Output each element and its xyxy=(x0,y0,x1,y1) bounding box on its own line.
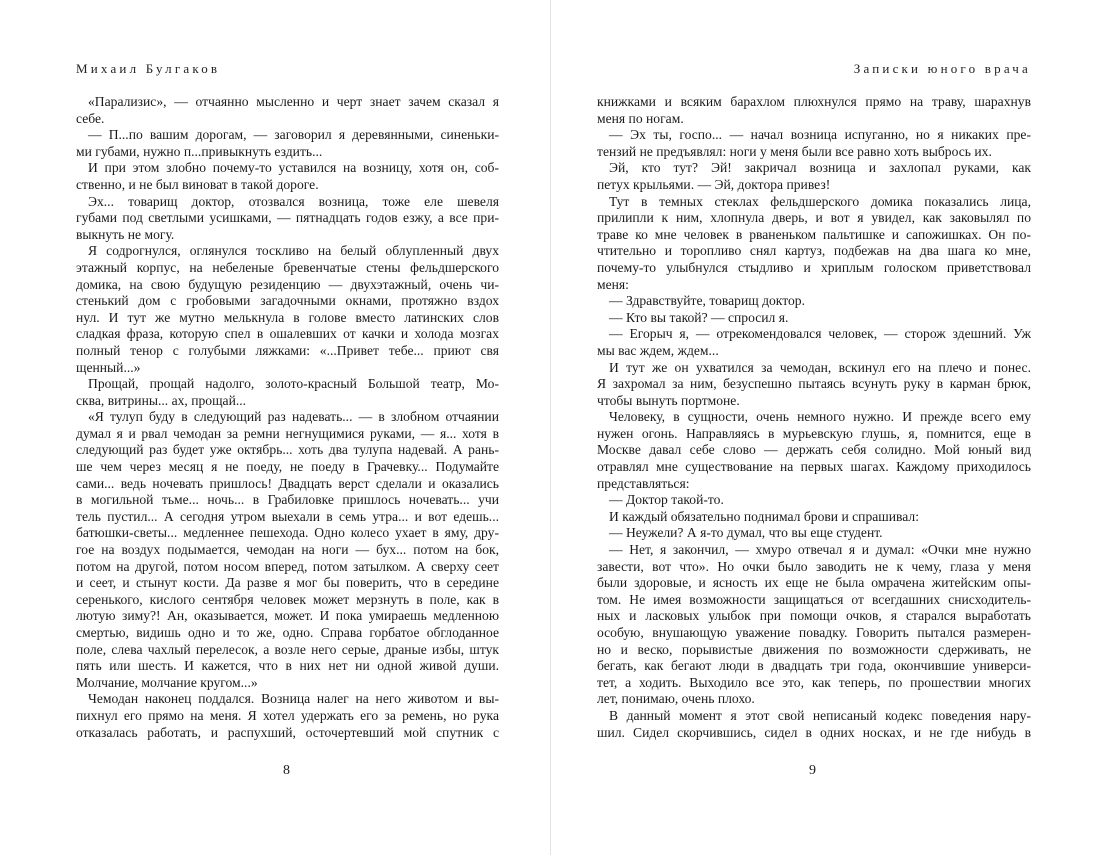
text-line: прилипли к ним, хлопнула дверь, и вот я увидел, как заковылял по xyxy=(597,210,1031,226)
text-line: серенького, кислого сентября человек может мерзнуть в поле, как в xyxy=(76,591,499,607)
text-line: И тут же он ухватился за чемодан, вскинул его на плечо и понес. xyxy=(609,359,1031,375)
text-line: сладкая фраза, которую спел в ошалевших от качки и холода мозгах xyxy=(76,326,499,342)
text-line: ных и ласковых улыбок при помощи очков, я старался выработать xyxy=(597,608,1031,624)
text-line: лютую зиму?! Ан, оказывается, может. И пока умираешь медленною xyxy=(76,608,499,624)
text-line: Я содрогнулся, оглянулся тоскливо на белый облупленный двух xyxy=(88,243,499,259)
text-line: себе. xyxy=(76,110,105,126)
text-line: полный тенор с голубыми ляжками: «...Привет тебе... приют свя xyxy=(76,342,499,358)
running-header-title: Записки юного врача xyxy=(853,61,1031,76)
text-line: были здоровые, и ясность их еще не была омрачена житейским опы- xyxy=(597,575,1031,591)
text-line: пихнул его прямо на меня. Я хотел удержать его за ремень, но рука xyxy=(76,707,499,723)
left-page-text xyxy=(76,94,499,741)
text-line: Я захромал за ним, безуспешно пытаясь всунуть руку в карман брюк, xyxy=(597,376,1031,392)
text-line: — Эх ты, госпо... — начал возница испуганно, но я никаких пре- xyxy=(609,127,1031,143)
text-line: домика, на свою будущую резиденцию — двухэтажный, очень чи- xyxy=(76,276,499,292)
text-line: отказалась работать, и распухший, осточертевший мой спутник с xyxy=(76,724,499,740)
text-line: выкнуть не могу. xyxy=(76,226,175,242)
text-line: Прощай, прощай надолго, золото-красный Большой театр, Мо- xyxy=(88,376,499,392)
text-line: ственно, и не был виноват в такой дороге. xyxy=(76,176,319,192)
text-line: И каждый обязательно поднимал брови и спрашивал: xyxy=(609,508,919,524)
text-line: тет, а ходить. Выходило все это, как теперь, по прошествии многих xyxy=(597,674,1031,690)
text-line: отравлял мне существование на первых шагах. Каждому приходилось xyxy=(597,459,1031,475)
text-line: — Кто вы такой? — спросил я. xyxy=(609,309,789,325)
text-line: тензий не предъявлял: ноги у меня были все равно хоть выбрось их. xyxy=(597,143,992,159)
page-number-right: 9 xyxy=(809,763,816,778)
text-line: Молчание, молчание кругом...» xyxy=(76,674,258,690)
text-line: «Парализис», — отчаянно мысленно и черт знает зачем сказал я xyxy=(88,94,499,109)
text-line: чтительно и торопливо снял картуз, подбежав на два шага ко мне, xyxy=(597,243,1031,259)
text-line: ми губами, нужно п...привыкнуть ездить... xyxy=(76,143,323,159)
text-line: — Доктор такой-то. xyxy=(609,492,724,508)
text-line: нужен огонь. Направляясь в мурьевскую глушь, я, помнится, еще в xyxy=(597,425,1031,441)
text-line: — Егорыч я, — отрекомендовался человек, — сторож здешний. Уж xyxy=(609,326,1031,342)
text-line: особую, внушающую уважение повадку. Говорить пытался размерен- xyxy=(597,625,1031,640)
text-line: Тут в темных стеклах фельдшерского домика показались лица, xyxy=(609,193,1031,209)
text-line: гое на воздух подымается, чемодан на ноги — бух... потом на бок, xyxy=(76,542,499,558)
text-line: Чемодан наконец поддался. Возница налег на него животом и вы- xyxy=(88,691,499,707)
text-line: том. Не имея возможности защищаться от всегдашних снисходитель- xyxy=(597,591,1031,607)
text-line: ше чем через месяц я не поеду, не поеду в Грачевку... Подумайте xyxy=(76,459,499,475)
text-line: смертью, видишь одно и то же, одно. Справа горбатое обглоданное xyxy=(76,625,499,640)
text-line: сква, витрины... ах, прощай... xyxy=(76,392,247,408)
text-line: губами под светлыми усишками, — пятнадцать годов езжу, а все при- xyxy=(76,210,499,226)
text-line: меня по ногам. xyxy=(597,110,684,126)
text-line: книжками и всяким барахлом плюхнулся прямо на траву, шарахнув xyxy=(597,94,1031,109)
text-line: мы вас ждем, ждем... xyxy=(597,342,719,358)
text-line: следующий раз будет уже октябрь... хоть два тулупа надевай. А рань- xyxy=(76,442,499,458)
text-line: щенный...» xyxy=(76,359,141,375)
text-line: И при этом злобно почему-то уставился на возницу, хотя он, соб- xyxy=(88,160,499,176)
text-line: Эй, кто тут? Эй! закричал возница и захлопал руками, как xyxy=(609,160,1031,176)
page-number-left: 8 xyxy=(283,763,290,778)
text-line: сами... ведь ночевать пришлось! Двадцать верст сделали и оказались xyxy=(76,475,499,491)
text-line: в могильной тьме... ночь... в Грабиловке пришлось ночевать... учи xyxy=(76,492,499,508)
running-header-author: Михаил Булгаков xyxy=(76,61,221,76)
text-line: петух крыльями. — Эй, доктора привез! xyxy=(597,176,831,192)
text-line: — Неужели? А я-то думал, что вы еще студент. xyxy=(609,525,883,541)
text-line: «Я тулуп буду в следующий раз надевать... — в злобном отчаянии xyxy=(88,409,499,425)
text-line: траве ко мне человек в рваненьком пальтишке и сапожишках. Он по- xyxy=(597,226,1031,242)
text-line: но и веско, порывистые движения по возможности сдерживать, не xyxy=(597,641,1031,657)
text-line: стенький дом с гробовыми загадочными окнами, протяжно вздох xyxy=(76,293,499,309)
text-line: бегать, как бегают люди в двадцать три года, окончившие универси- xyxy=(597,658,1031,674)
text-line: этажный корпус, на небеленые бревенчатые стены фельдшерского xyxy=(76,259,499,275)
text-line: завести, вот что». Но очки было заводить не к чему, глаза у меня xyxy=(597,558,1031,574)
text-line: думал я и рвал чемодан за ремни негнущимися руками, — я... хотя в xyxy=(76,425,499,441)
text-line: В данный момент я этот свой неписаный кодекс поведения нару- xyxy=(609,707,1031,723)
text-line: шил. Сидел скорчившись, сидел в одних носках, и не где нибудь в xyxy=(597,724,1031,740)
text-line: лет, понимаю, очень плохо. xyxy=(597,691,755,707)
text-line: представляться: xyxy=(597,475,690,491)
text-line: потом на другой, потом носом вперед, потом затылком. А сверху сеет xyxy=(76,558,499,574)
text-line: — Нет, я закончил, — хмуро отвечал я и думал: «Очки мне нужно xyxy=(609,542,1031,558)
text-line: батюшки-светы... медленнее пешехода. Одно колесо ухает в яму, дру- xyxy=(76,525,499,541)
text-line: поле, слева чахлый перелесок, а возле него серые, драные избы, штук xyxy=(76,641,499,657)
right-page-text xyxy=(597,94,1031,741)
text-line: Человеку, в сущности, очень немного нужно. И прежде всего ему xyxy=(609,409,1031,425)
text-line: и сеет, и стынут кости. Да разве я мог бы поверить, что в середине xyxy=(76,575,499,591)
text-line: — П...по вашим дорогам, — заговорил я деревянными, синеньки- xyxy=(88,127,499,143)
text-line: меня: xyxy=(597,276,629,292)
text-line: Эх... товарищ доктор, отозвался возница, тоже еле шевеля xyxy=(88,193,499,209)
book-gutter xyxy=(550,0,551,855)
text-line: — Здравствуйте, товарищ доктор. xyxy=(609,293,805,309)
text-line: нул. И тут же мутно мелькнула в голове вместо латинских слов xyxy=(76,309,499,325)
text-line: тель пустил... А сегодня утром выехали в семь утра... и вот едешь... xyxy=(76,508,499,524)
text-line: чтобы вынуть портмоне. xyxy=(597,392,740,408)
text-line: Москве давал себе слово — держать себя солидно. Мой юный вид xyxy=(597,442,1031,458)
text-line: почему-то улыбнулся стыдливо и хриплым голоском приветствовал xyxy=(597,259,1031,275)
text-line: пять или шесть. И кажется, что в них нет ни одной живой души. xyxy=(76,658,499,674)
